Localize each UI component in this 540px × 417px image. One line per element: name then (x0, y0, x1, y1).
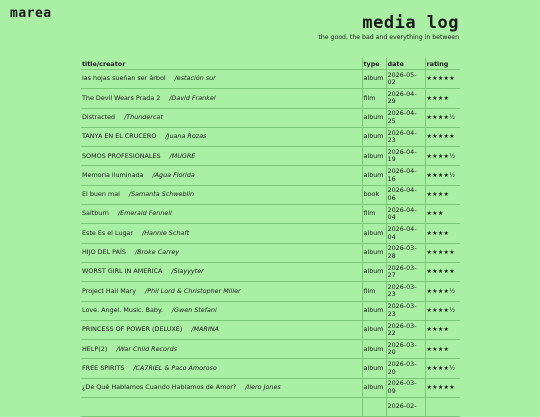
entry-creator: /estación sur (174, 74, 216, 83)
entry-creator: /MARINA (191, 325, 219, 334)
entry-creator: /Phil Lord & Christopher Miller (145, 286, 241, 295)
entry-title[interactable]: PRINCESS OF POWER (DELUXE) (82, 325, 183, 334)
table-row[interactable] (81, 127, 460, 146)
cell-date: 2026-03-28 (386, 243, 425, 262)
cell-type: album (362, 320, 386, 339)
cell-rating: ★★★★½ (425, 359, 460, 378)
cell-title-creator (81, 147, 362, 166)
column-header-rating: rating (425, 58, 460, 70)
entry-title[interactable]: HELP(2) (82, 344, 108, 353)
cell-date: 2026-04-04 (386, 224, 425, 243)
cell-type: album (362, 359, 386, 378)
cell-rating: ★★★★★ (425, 378, 460, 397)
cell-type: album (362, 166, 386, 185)
cell-type: album (362, 70, 386, 89)
cell-date: 2026-04-06 (386, 185, 425, 204)
cell-date: 2026-04-04 (386, 205, 425, 224)
table-row[interactable] (81, 320, 460, 339)
cell-date: 2026-03-23 (386, 301, 425, 320)
cell-type: album (362, 147, 386, 166)
entry-title[interactable]: TANYA EN EL CRUCERO (82, 132, 157, 141)
cell-title-creator (81, 262, 362, 281)
entry-creator: /War Child Records (116, 344, 177, 353)
table-row[interactable] (81, 378, 460, 397)
page-subtitle: the good, the bad and everything in between (318, 34, 459, 41)
table-row[interactable] (81, 70, 460, 89)
table-header-row (81, 58, 460, 70)
cell-title-creator (81, 185, 362, 204)
cell-type: album (362, 243, 386, 262)
cell-rating: ★★★★ (425, 224, 460, 243)
cell-date: 2026-02- (386, 398, 425, 417)
cell-title-creator (81, 359, 362, 378)
cell-rating: ★★★★★ (425, 70, 460, 89)
column-header-title: title/creator (81, 58, 362, 70)
site-logo[interactable]: marea (10, 6, 52, 21)
cell-date: 2026-03-20 (386, 340, 425, 359)
entry-title[interactable]: ¿De Qué Hablamos Cuando Hablamos de Amor? (82, 383, 237, 392)
cell-date: 2026-05-02 (386, 70, 425, 89)
cell-title-creator (81, 398, 362, 417)
cell-rating (425, 398, 460, 417)
cell-date: 2026-04-25 (386, 108, 425, 127)
cell-rating: ★★★★ (425, 89, 460, 108)
cell-type: album (362, 262, 386, 281)
table-row[interactable] (81, 108, 460, 127)
cell-rating: ★★★★½ (425, 108, 460, 127)
cell-type (362, 398, 386, 417)
cell-rating: ★★★★★ (425, 262, 460, 281)
page-title: media log (362, 13, 459, 33)
cell-date: 2026-04-23 (386, 127, 425, 146)
entry-title[interactable]: las hojas sueñan ser árbol (82, 74, 166, 83)
cell-type: album (362, 127, 386, 146)
cell-rating: ★★★★ (425, 320, 460, 339)
entry-creator: /Samanta Schweblin (128, 190, 195, 199)
cell-type: album (362, 301, 386, 320)
cell-title-creator (81, 108, 362, 127)
table-body (81, 70, 460, 417)
entry-title[interactable]: HIJO DEL PAÍS (82, 248, 126, 257)
cell-rating: ★★★ (425, 205, 460, 224)
table-row[interactable] (81, 282, 460, 301)
table-row[interactable] (81, 89, 460, 108)
entry-title[interactable]: Project Hail Mary (82, 286, 137, 295)
cell-rating: ★★★★½ (425, 166, 460, 185)
cell-title-creator (81, 205, 362, 224)
entry-title[interactable]: Memoria iluminada (82, 170, 144, 179)
entry-title[interactable]: Saltburn (82, 209, 109, 218)
entry-creator: /David Frankel (169, 93, 216, 102)
cell-title-creator (81, 224, 362, 243)
entry-creator: /Agua Florida (152, 170, 195, 179)
entry-creator: /CA7RIEL & Paco Amoroso (133, 363, 217, 372)
cell-type: film (362, 89, 386, 108)
entry-title[interactable]: El buen mal (82, 190, 120, 199)
table-row[interactable] (81, 340, 460, 359)
cell-title-creator (81, 166, 362, 185)
table-row[interactable] (81, 185, 460, 204)
media-log-table (81, 58, 460, 417)
cell-rating: ★★★★ (425, 340, 460, 359)
cell-title-creator (81, 243, 362, 262)
cell-title-creator (81, 70, 362, 89)
cell-date: 2026-03-20 (386, 359, 425, 378)
entry-creator: /Ilero Jones (245, 383, 281, 392)
column-header-type: type (362, 58, 386, 70)
table-row[interactable] (81, 301, 460, 320)
page-header (318, 13, 459, 41)
table-row[interactable] (81, 243, 460, 262)
cell-rating: ★★★★★ (425, 243, 460, 262)
cell-rating: ★★★★½ (425, 282, 460, 301)
entry-creator: /Hannie Schaft (142, 228, 190, 237)
cell-title-creator (81, 89, 362, 108)
entry-title[interactable]: Distracted (82, 112, 116, 121)
cell-type: album (362, 224, 386, 243)
entry-title[interactable]: FREE SPIRITS (82, 363, 125, 372)
cell-date: 2026-03-09 (386, 378, 425, 397)
cell-type: album (362, 378, 386, 397)
cell-title-creator (81, 340, 362, 359)
cell-rating: ★★★★ (425, 185, 460, 204)
cell-rating: ★★★★½ (425, 147, 460, 166)
table-row[interactable] (81, 224, 460, 243)
cell-date: 2026-03-23 (386, 282, 425, 301)
entry-creator: /Broke Carrey (134, 248, 180, 257)
table-row[interactable] (81, 359, 460, 378)
cell-type: album (362, 340, 386, 359)
entry-creator: /MUGRE (169, 151, 196, 160)
cell-title-creator (81, 127, 362, 146)
entry-creator: /Slayyyter (171, 267, 204, 276)
cell-type: film (362, 205, 386, 224)
entry-title[interactable]: Este Es el Lugar (82, 228, 134, 237)
cell-title-creator (81, 320, 362, 339)
entry-title[interactable]: Love. Angel. Music. Baby. (82, 305, 163, 314)
entry-creator: /Thundercat (124, 112, 163, 121)
cell-type: book (362, 185, 386, 204)
cell-type: film (362, 282, 386, 301)
cell-date: 2026-04-29 (386, 89, 425, 108)
entry-title[interactable]: The Devil Wears Prada 2 (82, 93, 161, 102)
cell-title-creator (81, 301, 362, 320)
cell-rating: ★★★★★ (425, 127, 460, 146)
cell-date: 2026-04-16 (386, 166, 425, 185)
entry-creator: /Emerald Fennell (117, 209, 172, 218)
entry-creator: /Gwen Stefani (171, 305, 217, 314)
table-row[interactable] (81, 147, 460, 166)
cell-title-creator (81, 282, 362, 301)
entry-creator: /Juana Rozas (165, 132, 207, 141)
table-row[interactable] (81, 398, 460, 417)
table-row[interactable] (81, 166, 460, 185)
cell-rating: ★★★★½ (425, 301, 460, 320)
cell-title-creator (81, 378, 362, 397)
cell-date: 2026-03-27 (386, 262, 425, 281)
cell-type: album (362, 108, 386, 127)
table-row[interactable] (81, 262, 460, 281)
cell-date: 2026-03-22 (386, 320, 425, 339)
table-row[interactable] (81, 205, 460, 224)
cell-date: 2026-04-19 (386, 147, 425, 166)
column-header-date: date (386, 58, 425, 70)
entry-title[interactable]: SOMOS PROFESIONALES (82, 151, 161, 160)
entry-title[interactable]: WORST GIRL IN AMERICA (82, 267, 163, 276)
